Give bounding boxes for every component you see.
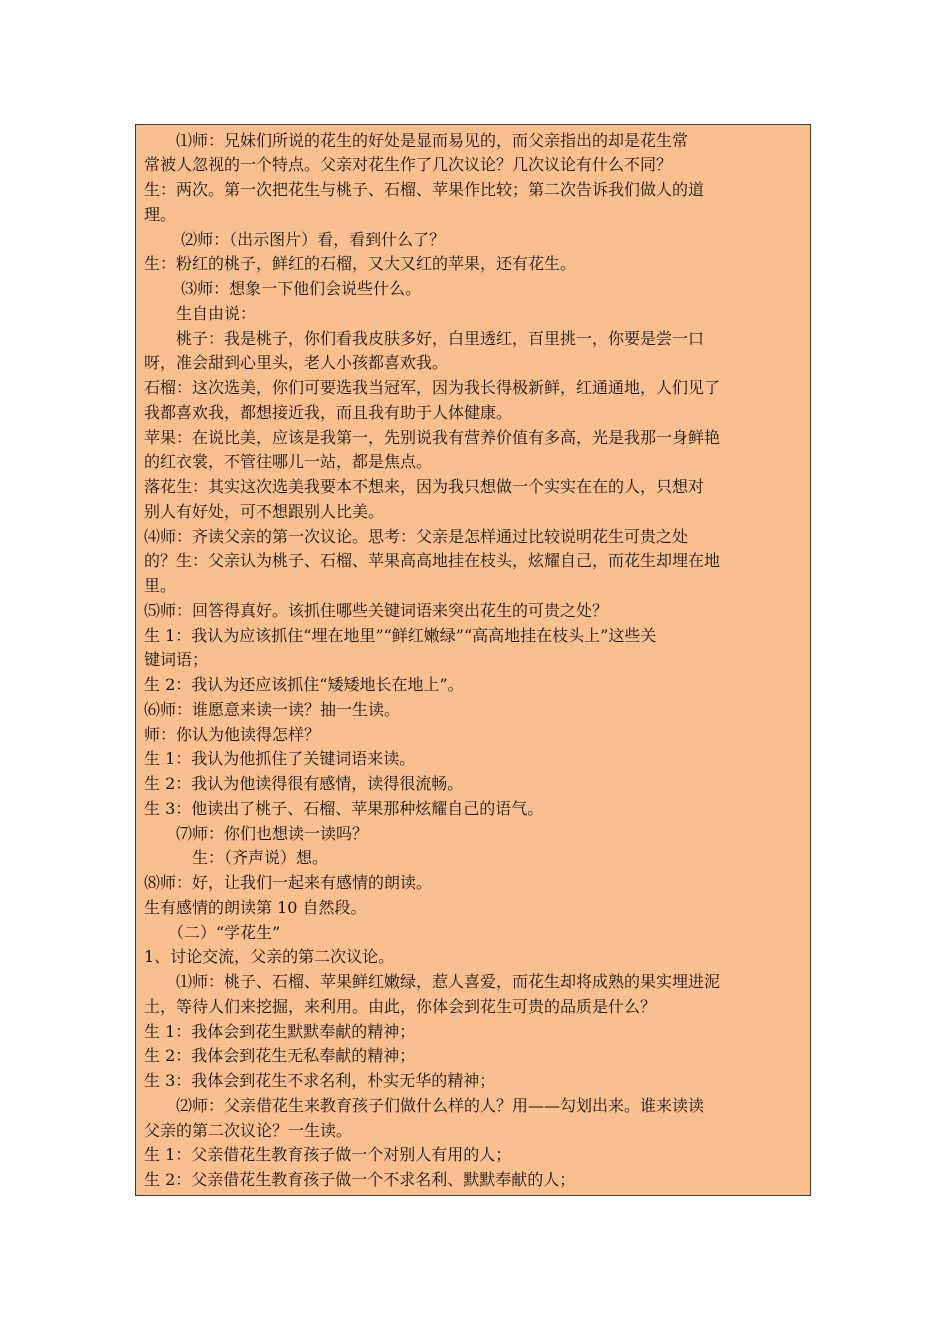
text-line: ⑺师：你们也想读一读吗？ bbox=[144, 824, 369, 843]
text-line: 生 3：我体会到花生不求名利，朴实无华的精神； bbox=[144, 1071, 496, 1090]
text-line: ⑵师：父亲借花生来教育孩子们做什么样的人？用——勾划出来。谁来读读 bbox=[144, 1096, 705, 1115]
text-line: 生 1：我体会到花生默默奉献的精神； bbox=[144, 1022, 416, 1041]
text-line: 键词语； bbox=[144, 650, 209, 669]
text-line: 1、讨论交流，父亲的第二次议论。 bbox=[144, 947, 395, 966]
text-line: 生有感情的朗读第 10 自然段。 bbox=[144, 898, 367, 917]
text-line: 理。 bbox=[144, 205, 177, 224]
text-line: 土，等待人们来挖掘，来利用。由此，你体会到花生可贵的品质是什么？ bbox=[144, 997, 657, 1016]
text-line: ⑻师：好，让我们一起来有感情的朗读。 bbox=[144, 873, 433, 892]
text-line: ⑴师：桃子、石榴、苹果鲜红嫩绿，惹人喜爱，而花生却将成熟的果实埋进泥 bbox=[144, 972, 721, 991]
text-line: 生 3：他读出了桃子、石榴、苹果那种炫耀自己的语气。 bbox=[144, 799, 544, 818]
text-line: 生：两次。第一次把花生与桃子、石榴、苹果作比较；第二次告诉我们做人的道 bbox=[144, 180, 705, 199]
text-line: 生 2：我认为他读得很有感情，读得很流畅。 bbox=[144, 774, 464, 793]
text-line: ⑸师：回答得真好。该抓住哪些关键词语来突出花生的可贵之处？ bbox=[144, 601, 609, 620]
text-line: 生 1：我认为应该抓住“埋在地里”“鲜红嫩绿”“高高地挂在枝头上”这些关 bbox=[144, 626, 657, 645]
text-line: 落花生：其实这次选美我要本不想来，因为我只想做一个实实在在的人，只想对 bbox=[144, 477, 705, 496]
text-line: （二）“学花生” bbox=[144, 923, 281, 942]
text-line: 我都喜欢我，都想接近我，而且我有助于人体健康。 bbox=[144, 403, 513, 422]
text-line: 里。 bbox=[144, 576, 177, 595]
lesson-table-cell bbox=[135, 124, 811, 1196]
text-line: 的红衣裳，不管往哪儿一站，都是焦点。 bbox=[144, 452, 433, 471]
text-line: 的？生：父亲认为桃子、石榴、苹果高高地挂在枝头，炫耀自己，而花生却埋在地 bbox=[144, 551, 721, 570]
text-line: 苹果：在说比美，应该是我第一，先别说我有营养价值有多高，光是我那一身鲜艳 bbox=[144, 428, 721, 447]
text-line: 生：（齐声说）想。 bbox=[144, 848, 329, 867]
text-line: 生：粉红的桃子，鲜红的石榴，又大又红的苹果，还有花生。 bbox=[144, 254, 577, 273]
text-line: 生自由说： bbox=[144, 304, 257, 323]
text-line: ⑹师：谁愿意来读一读？抽一生读。 bbox=[144, 700, 401, 719]
text-line: 石榴：这次选美，你们可要选我当冠军，因为我长得极新鲜，红通通地，人们见了 bbox=[144, 378, 721, 397]
text-line: 生 2：我体会到花生无私奉献的精神； bbox=[144, 1046, 416, 1065]
text-line: 生 2：父亲借花生教育孩子做一个不求名利、默默奉献的人； bbox=[144, 1170, 576, 1189]
text-line: ⑵师：（出示图片）看，看到什么了？ bbox=[144, 230, 446, 249]
text-line: ⑴师：兄妹们所说的花生的好处是显而易见的，而父亲指出的却是花生常 bbox=[144, 131, 689, 150]
text-line: 呀，准会甜到心里头，老人小孩都喜欢我。 bbox=[144, 353, 449, 372]
text-line: 别人有好处，可不想跟别人比美。 bbox=[144, 502, 385, 521]
text-line: 生 1：我认为他抓住了关键词语来读。 bbox=[144, 749, 416, 768]
text-line: 生 1：父亲借花生教育孩子做一个对别人有用的人； bbox=[144, 1145, 512, 1164]
text-line: 常被人忽视的一个特点。父亲对花生作了几次议论？几次议论有什么不同？ bbox=[144, 155, 673, 174]
text-line: ⑷师：齐读父亲的第一次议论。思考：父亲是怎样通过比较说明花生可贵之处 bbox=[144, 527, 689, 546]
text-line: ⑶师：想象一下他们会说些什么。 bbox=[144, 279, 422, 298]
text-line: 师：你认为他读得怎样？ bbox=[144, 725, 321, 744]
text-line: 生 2：我认为还应该抓住“矮矮地长在地上”。 bbox=[144, 675, 464, 694]
text-line: 桃子：我是桃子，你们看我皮肤多好，白里透红，百里挑一，你要是尝一口 bbox=[144, 329, 705, 348]
text-line: 父亲的第二次议论？一生读。 bbox=[144, 1121, 353, 1140]
